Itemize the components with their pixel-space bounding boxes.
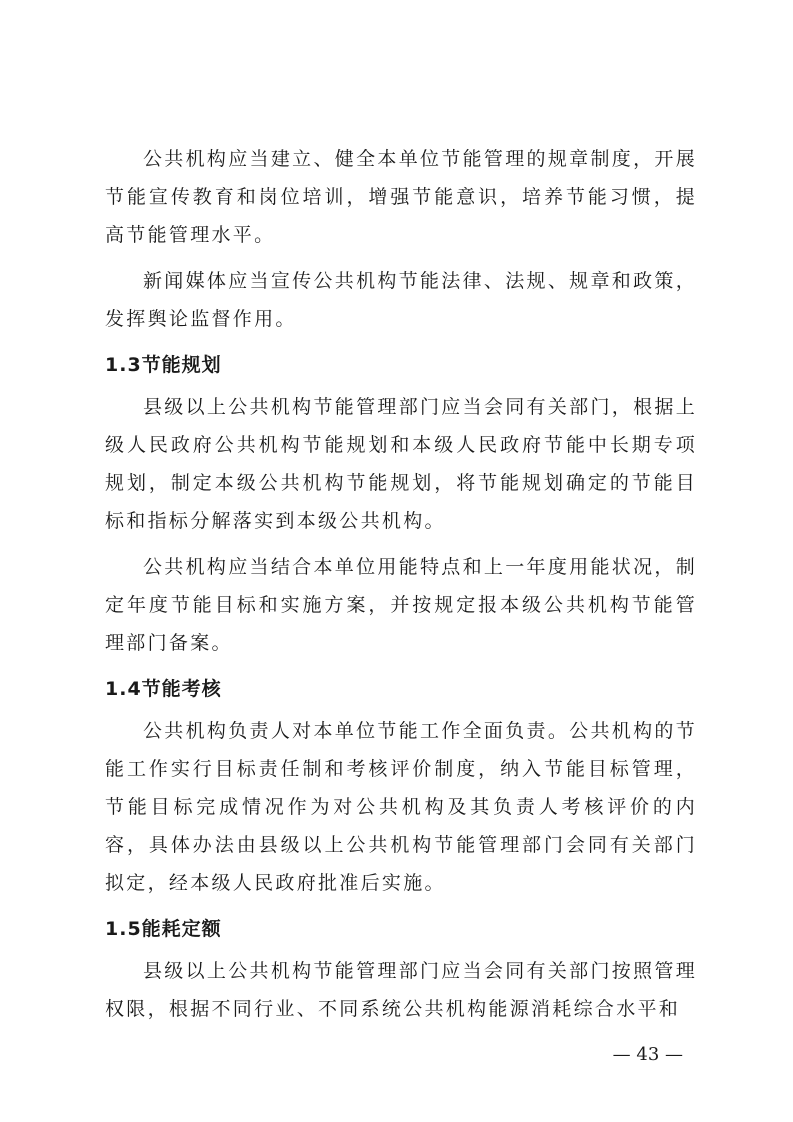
paragraph-planning-annual: 公共机构应当结合本单位用能特点和上一年度用能状况，制定年度节能目标和实施方案，并按规定报本级公共机构节能管理部门备案。	[105, 556, 697, 654]
document-body	[105, 140, 697, 1036]
paragraph-energy-quota: 县级以上公共机构节能管理部门应当会同有关部门按照管理权限，根据不同行业、不同系统公共机构能源消耗综合水平和	[105, 960, 697, 1020]
paragraph-planning-county: 县级以上公共机构节能管理部门应当会同有关部门，根据上级人民政府公共机构节能规划和本级人民政府节能中长期专项规划，制定本级公共机构节能规划，将节能规划确定的节能目标和指标分解落实到本级公共机构。	[105, 396, 697, 532]
paragraph-assessment: 公共机构负责人对本单位节能工作全面负责。公共机构的节能工作实行目标责任制和考核评价制度，纳入节能目标管理，节能目标完成情况作为对公共机构及其负责人考核评价的内容，具体办法由县级以上公共机构节能管理部门会同有关部门拟定，经本级人民政府批准后实施。	[105, 720, 697, 894]
section-heading-1-3: 1.3节能规划	[105, 354, 222, 376]
section-heading-1-5: 1.5能耗定额	[105, 918, 222, 940]
paragraph-public-institution-rules: 公共机构应当建立、健全本单位节能管理的规章制度，开展节能宣传教育和岗位培训，增强节能意识，培养节能习惯，提高节能管理水平。	[105, 148, 697, 246]
page-number: — 43 —	[612, 1044, 683, 1065]
paragraph-news-media: 新闻媒体应当宣传公共机构节能法律、法规、规章和政策，发挥舆论监督作用。	[105, 270, 697, 330]
section-heading-1-4: 1.4节能考核	[105, 678, 222, 700]
